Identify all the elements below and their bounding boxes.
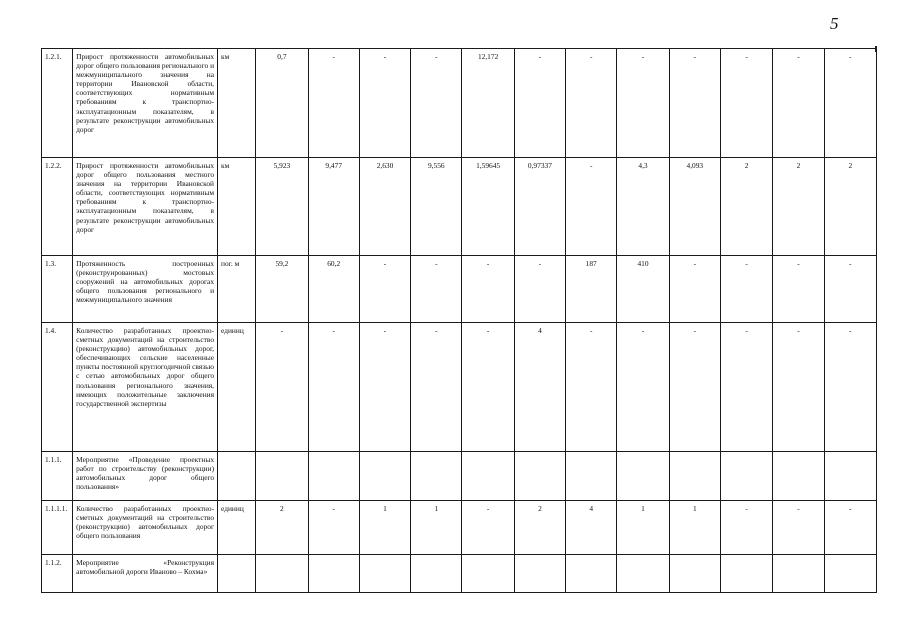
row-unit: [218, 452, 256, 501]
row-value: -: [514, 256, 565, 323]
row-value: 9,477: [308, 158, 359, 256]
row-value: 187: [566, 256, 617, 323]
row-value: -: [773, 256, 824, 323]
row-value: -: [411, 256, 462, 323]
row-code: 1.2.2.: [42, 158, 73, 256]
table-row: [42, 323, 877, 452]
row-value: [824, 555, 876, 593]
row-unit: единиц: [218, 501, 256, 555]
table-row: [42, 501, 877, 555]
table-row: [42, 158, 877, 256]
row-value: 2: [773, 158, 824, 256]
row-code: 1.4.: [42, 323, 73, 452]
row-value: -: [824, 256, 876, 323]
row-value: [359, 555, 410, 593]
row-value: [824, 452, 876, 501]
row-value: -: [566, 49, 617, 158]
table-row: [42, 256, 877, 323]
row-code: 1.2.1.: [42, 49, 73, 158]
row-description: Прирост протяженности автомобильных дорог общего пользования местного значения на территории Ивановской области, соответствующих нормативным требованиям к транспортно-эксплуатационным показателям, в результате реконструкции автомобильных дорог: [73, 158, 218, 256]
row-value: -: [462, 501, 514, 555]
row-description: Прирост протяженности автомобильных дорог общего пользования регионального и межмуниципального значения на территории Ивановской области, соответствующих нормативным требованиям к транспортно-эксплуатационным показателям, в результате реконструкции автомобильных дорог: [73, 49, 218, 158]
row-value: 12,172: [462, 49, 514, 158]
row-value: 2: [720, 158, 772, 256]
row-value: [773, 555, 824, 593]
row-value: -: [773, 501, 824, 555]
row-value: -: [824, 501, 876, 555]
row-value: 410: [617, 256, 669, 323]
row-value: [773, 452, 824, 501]
row-value: -: [462, 256, 514, 323]
row-description: Мероприятие «Реконструкция автомобильной дороги Иваново – Кохма»: [73, 555, 218, 593]
row-value: [256, 555, 308, 593]
row-value: 1: [617, 501, 669, 555]
table-row: [42, 49, 877, 158]
row-description: Количество разработанных проектно-сметных документаций на строительство (реконструкцию) автомобильных дорог общего пользования: [73, 501, 218, 555]
row-unit: пог. м: [218, 256, 256, 323]
row-value: -: [566, 323, 617, 452]
row-value: [462, 555, 514, 593]
table-body: [42, 49, 877, 593]
row-description: Протяженность построенных (реконструированных) мостовых сооружений на автомобильных дорогах общего пользования регионального и межмуниципального значения: [73, 256, 218, 323]
row-unit: км: [218, 49, 256, 158]
row-value: -: [617, 323, 669, 452]
row-value: [514, 452, 565, 501]
row-value: -: [773, 323, 824, 452]
row-value: -: [308, 501, 359, 555]
row-value: -: [308, 323, 359, 452]
row-description: Мероприятие «Проведение проектных работ по строительству (реконструкции) автомобильных дорог общего пользования»: [73, 452, 218, 501]
row-value: 1,59645: [462, 158, 514, 256]
row-value: [617, 452, 669, 501]
row-value: -: [773, 49, 824, 158]
row-value: 2: [256, 501, 308, 555]
row-value: [359, 452, 410, 501]
row-value: 59,2: [256, 256, 308, 323]
row-value: 1: [359, 501, 410, 555]
row-value: [462, 452, 514, 501]
row-value: [720, 555, 772, 593]
row-description: Количество разработанных проектно-сметных документаций на строительство (реконструкцию) автомобильных дорог, обеспечивающих сельские населенные пункты постоянной круглогодичной связью с сетью автомобильных дорог общего пользования регионального значения, имеющих положительные заключения государственной экспертизы: [73, 323, 218, 452]
row-value: -: [720, 323, 772, 452]
row-value: -: [256, 323, 308, 452]
row-value: -: [514, 49, 565, 158]
row-value: [669, 452, 720, 501]
row-value: [566, 452, 617, 501]
row-value: -: [411, 49, 462, 158]
row-value: -: [720, 501, 772, 555]
row-value: -: [617, 49, 669, 158]
row-value: 2: [824, 158, 876, 256]
row-value: [720, 452, 772, 501]
row-code: 1.1.1.: [42, 452, 73, 501]
row-value: 5,923: [256, 158, 308, 256]
row-value: 4: [566, 501, 617, 555]
row-value: 1: [669, 501, 720, 555]
row-code: 1.1.1.1.: [42, 501, 73, 555]
row-value: -: [359, 49, 410, 158]
row-unit: единиц: [218, 323, 256, 452]
row-value: [308, 555, 359, 593]
row-value: 4,093: [669, 158, 720, 256]
row-value: -: [824, 323, 876, 452]
row-value: -: [669, 256, 720, 323]
row-value: -: [411, 323, 462, 452]
row-value: 4,3: [617, 158, 669, 256]
row-value: -: [720, 49, 772, 158]
row-value: -: [566, 158, 617, 256]
row-value: [411, 555, 462, 593]
row-value: [308, 452, 359, 501]
row-value: 9,556: [411, 158, 462, 256]
row-value: 2: [514, 501, 565, 555]
row-code: 1.3.: [42, 256, 73, 323]
row-value: -: [308, 49, 359, 158]
row-value: -: [824, 49, 876, 158]
row-code: 1.1.2.: [42, 555, 73, 593]
row-value: -: [462, 323, 514, 452]
row-value: [669, 555, 720, 593]
table-row: [42, 555, 877, 593]
row-value: 0,97337: [514, 158, 565, 256]
row-value: [411, 452, 462, 501]
row-value: 1: [411, 501, 462, 555]
row-value: [566, 555, 617, 593]
table-row: [42, 452, 877, 501]
row-value: -: [359, 256, 410, 323]
row-value: -: [359, 323, 410, 452]
row-value: -: [669, 49, 720, 158]
row-value: 4: [514, 323, 565, 452]
row-value: [256, 452, 308, 501]
row-value: -: [720, 256, 772, 323]
row-value: -: [669, 323, 720, 452]
row-unit: [218, 555, 256, 593]
page-number: 5: [830, 14, 839, 33]
row-value: 60,2: [308, 256, 359, 323]
row-value: [617, 555, 669, 593]
row-value: 0,7: [256, 49, 308, 158]
indicators-table: [41, 48, 877, 593]
row-value: 2,630: [359, 158, 410, 256]
row-unit: км: [218, 158, 256, 256]
row-value: [514, 555, 565, 593]
